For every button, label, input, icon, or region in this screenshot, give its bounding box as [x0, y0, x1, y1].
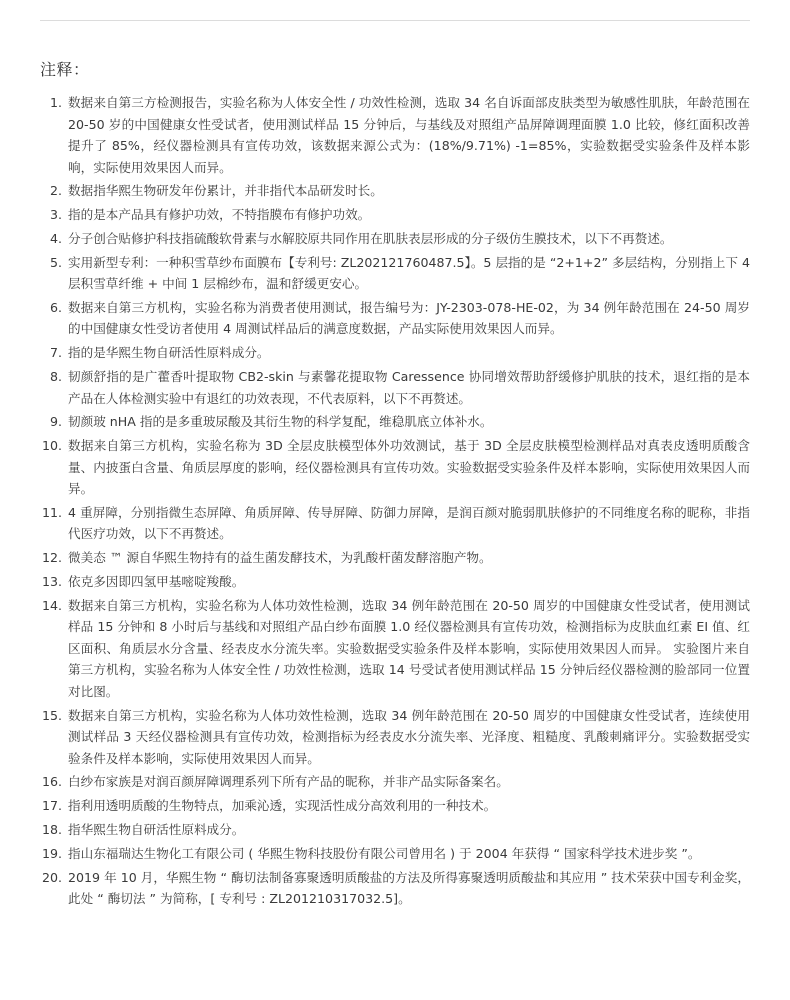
note-text: 指的是华熙生物自研活性原料成分。	[68, 345, 270, 361]
note-text: 数据来自第三方机构，实验名称为人体功效性检测，选取 34 例年龄范围在 20-50 周岁的中国健康女性受试者，使用测试样品 15 分钟和 8 小时后与基线和对照组产品白纱布面膜 1.0 经仪器检测具有宣传功效，检测指标为皮肤血红素 EI 值、红区面积、角质层水分含量、经表皮水分流失率。实验数据受实验条件及样本影响，实际使用效果因人而异。 实验图片来自第三方机构，实验名称为人体安全性 / 功效性检测，选取 14 号受试者使用测试样品 15 分钟后经仪器检测的脸部同一位置对比图。	[68, 597, 750, 699]
note-number: 12.	[41, 550, 62, 566]
note-item	[40, 867, 750, 910]
note-number: 15.	[41, 707, 62, 723]
notes-title: 注释：	[40, 60, 90, 79]
note-item	[40, 342, 750, 364]
note-item	[40, 297, 750, 340]
note-number: 9.	[49, 414, 62, 430]
note-item	[40, 411, 750, 433]
note-item	[40, 204, 750, 226]
note-item	[40, 819, 750, 841]
note-text: 数据来自第三方机构，实验名称为 3D 全层皮肤模型体外功效测试，基于 3D 全层皮肤模型检测样品对真表皮透明质酸含量、内披蛋白含量、角质层厚度的影响，经仪器检测具有宣传功效。实验数据受实验条件及样本影响，实际使用效果因人而异。	[68, 438, 750, 497]
note-item	[40, 366, 750, 409]
note-number: 17.	[41, 798, 62, 814]
note-number: 20.	[41, 869, 62, 885]
note-number: 10.	[41, 438, 62, 454]
note-text: 实用新型专利：一种积雪草纱布面膜布【专利号: ZL202121760487.5】。5 层指的是 “2+1+2” 多层结构，分别指上下 4 层积雪草纤维 + 中间 1 层棉纱布，温和舒缓更安心。	[68, 254, 750, 292]
note-number: 3.	[49, 207, 62, 223]
note-number: 4.	[49, 230, 62, 246]
note-item	[40, 435, 750, 500]
note-text: 韧颜玻 nHA 指的是多重玻尿酸及其衍生物的科学复配，维稳肌底立体补水。	[68, 414, 493, 430]
note-text: 数据来自第三方检测报告，实验名称为人体安全性 / 功效性检测，选取 34 名自诉面部皮肤类型为敏感性肌肤，年龄范围在 20-50 岁的中国健康女性受试者，使用测试样品 15 分钟后，与基线及对照组产品屏障调理面膜 1.0 比较，修红面积改善提升了 85%，经仪器检测具有宣传功效，该数据来源公式为：(18%/9.71%) -1=85%，实验数据受实验条件及样本影响，实际使用效果因人而异。	[68, 95, 750, 175]
note-number: 19.	[41, 845, 62, 861]
note-number: 18.	[41, 822, 62, 838]
top-divider	[40, 20, 750, 21]
note-text: 指的是本产品具有修护功效，不特指膜布有修护功效。	[68, 207, 371, 223]
note-item	[40, 705, 750, 770]
note-number: 6.	[49, 299, 62, 315]
note-text: 4 重屏障，分别指微生态屏障、角质屏障、传导屏障、防御力屏障，是润百颜对脆弱肌肤修护的不同维度名称的昵称，非指代医疗功效，以下不再赘述。	[68, 504, 750, 542]
note-text: 数据来自第三方机构，实验名称为人体功效性检测，选取 34 例年龄范围在 20-50 周岁的中国健康女性受试者，连续使用测试样品 3 天经仪器检测具有宣传功效，检测指标为经表皮水分流失率、光泽度、粗糙度、乳酸刺痛评分。实验数据受实验条件及样本影响，实际使用效果因人而异。	[68, 707, 750, 766]
note-item	[40, 92, 750, 178]
note-text: 白纱布家族是对润百颜屏障调理系列下所有产品的昵称，并非产品实际备案名。	[68, 774, 509, 790]
note-text: 韧颜舒指的是广藿香叶提取物 CB2-skin 与素馨花提取物 Caressence 协同增效帮助舒缓修护肌肤的技术，退红指的是本产品在人体检测实验中有退红的功效表现，不代表原料，以下不再赘述。	[68, 369, 750, 406]
note-text: 依克多因即四氢甲基嘧啶羧酸。	[68, 574, 245, 590]
note-item	[40, 252, 750, 295]
note-text: 数据来自第三方机构，实验名称为消费者使用测试，报告编号为：JY-2303-078-HE-02，为 34 例年龄范围在 24-50 周岁的中国健康女性受访者使用 4 周测试样品后的满意度数据，产品实际使用效果因人而异。	[68, 299, 750, 337]
note-text: 指华熙生物自研活性原料成分。	[68, 822, 245, 838]
note-item	[40, 228, 750, 250]
note-number: 14.	[41, 597, 62, 613]
note-item	[40, 547, 750, 569]
note-text: 分子创合贴修护科技指硫酸软骨素与水解胶原共同作用在肌肤表层形成的分子级仿生膜技术，以下不再赘述。	[68, 230, 673, 246]
note-item	[40, 595, 750, 703]
note-number: 16.	[41, 774, 62, 790]
note-item	[40, 571, 750, 593]
note-number: 13.	[41, 574, 62, 590]
note-number: 1.	[49, 95, 62, 110]
note-item	[40, 795, 750, 817]
note-item	[40, 771, 750, 793]
note-number: 7.	[49, 345, 62, 361]
note-number: 5.	[49, 254, 62, 270]
note-text: 指利用透明质酸的生物特点，加乘沁透，实现活性成分高效利用的一种技术。	[68, 798, 497, 814]
note-number: 8.	[49, 369, 62, 385]
note-item	[40, 180, 750, 202]
note-text: 微美态 ™ 源自华熙生物持有的益生菌发酵技术，为乳酸杆菌发酵溶胞产物。	[68, 550, 492, 566]
note-text: 数据指华熙生物研发年份累计，并非指代本品研发时长。	[68, 183, 383, 199]
notes-list	[40, 92, 750, 912]
note-number: 2.	[49, 183, 62, 199]
note-item	[40, 502, 750, 545]
note-item	[40, 843, 750, 865]
note-text: 指山东福瑞达生物化工有限公司 ( 华熙生物科技股份有限公司曾用名 ) 于 2004 年获得 “ 国家科学技术进步奖 ”。	[68, 845, 701, 861]
note-text: 2019 年 10 月，华熙生物 “ 酶切法制备寡聚透明质酸盐的方法及所得寡聚透明质酸盐和其应用 ” 技术荣获中国专利金奖，此处 “ 酶切法 ” 为简称，[ 专利号 : ZL201210317032.5]。	[68, 869, 750, 907]
note-number: 11.	[41, 504, 62, 520]
